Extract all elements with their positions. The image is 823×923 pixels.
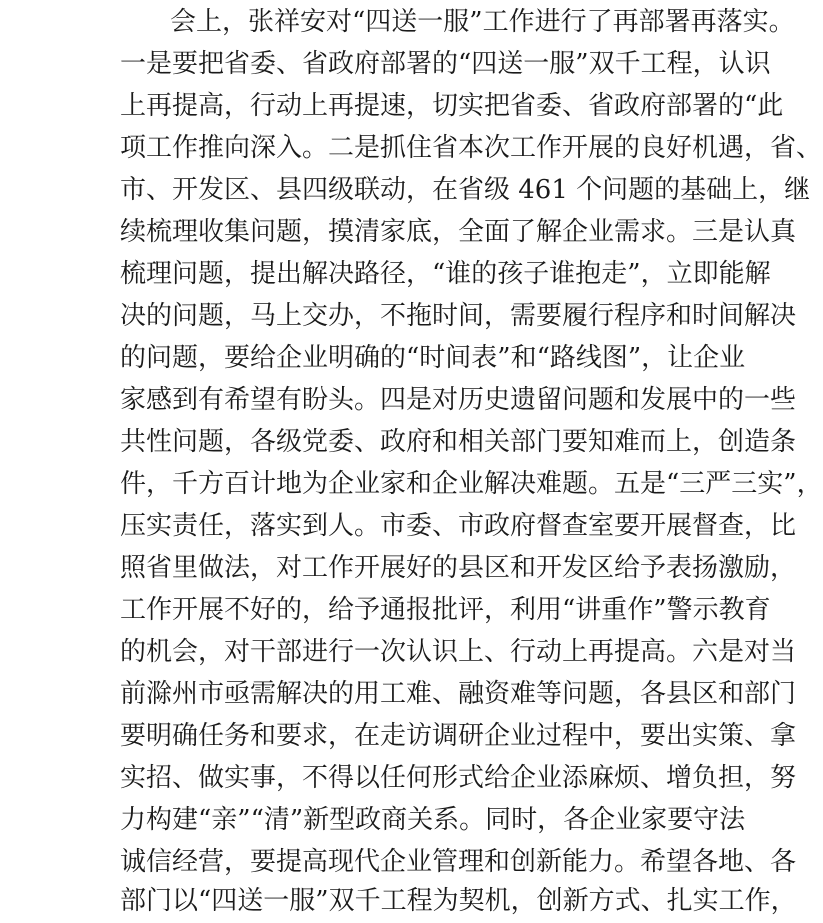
paragraph-line-20: 力构建“亲”“清”新型政商关系。同时，各企业家要守法 bbox=[120, 805, 746, 835]
paragraph-line-22: 部门以“四送一服”双千工程为契机，创新方式、扎实工作， bbox=[120, 886, 797, 916]
paragraph-line-9: 的问题，要给企业明确的“时间表”和“路线图”，让企业 bbox=[120, 343, 746, 373]
paragraph-line-5: 市、开发区、县四级联动，在省级 461 个问题的基础上，继 bbox=[120, 175, 811, 205]
paragraph-line-15: 工作开展不好的，给予通报批评，利用“讲重作”警示教育 bbox=[120, 595, 771, 625]
paragraph-line-18: 要明确任务和要求，在走访调研企业过程中，要出实策、拿 bbox=[120, 721, 797, 751]
paragraph-line-3: 上再提高，行动上再提速，切实把省委、省政府部署的“此 bbox=[120, 91, 784, 121]
paragraph-line-4: 项工作推向深入。二是抓住省本次工作开展的良好机遇，省、 bbox=[120, 133, 823, 163]
paragraph-line-11: 共性问题，各级党委、政府和相关部门要知难而上，创造条 bbox=[120, 427, 797, 457]
paragraph-line-2: 一是要把省委、省政府部署的“四送一服”双千工程，认识 bbox=[120, 49, 771, 79]
paragraph-line-16: 的机会，对干部进行一次认识上、行动上再提高。六是对当 bbox=[120, 637, 797, 667]
paragraph-line-21: 诚信经营，要提高现代企业管理和创新能力。希望各地、各 bbox=[120, 847, 797, 877]
paragraph-line-8: 决的问题，马上交办，不拖时间，需要履行程序和时间解决 bbox=[120, 301, 797, 331]
paragraph-line-14: 照省里做法，对工作开展好的县区和开发区给予表扬激励， bbox=[120, 553, 797, 583]
paragraph-line-10: 家感到有希望有盼头。四是对历史遗留问题和发展中的一些 bbox=[120, 385, 797, 415]
paragraph-line-1: 会上，张祥安对“四送一服”工作进行了再部署再落实。 bbox=[170, 7, 795, 37]
paragraph-line-12: 件，千方百计地为企业家和企业解决难题。五是“三严三实”， bbox=[120, 469, 823, 499]
paragraph-line-7: 梳理问题，提出解决路径，“谁的孩子谁抱走”，立即能解 bbox=[120, 259, 771, 289]
paragraph-line-13: 压实责任，落实到人。市委、市政府督查室要开展督查，比 bbox=[120, 511, 797, 541]
paragraph-line-17: 前滁州市亟需解决的用工难、融资难等问题，各县区和部门 bbox=[120, 679, 797, 709]
paragraph-line-6: 续梳理收集问题，摸清家底，全面了解企业需求。三是认真 bbox=[120, 217, 797, 247]
paragraph-line-19: 实招、做实事，不得以任何形式给企业添麻烦、增负担，努 bbox=[120, 763, 797, 793]
